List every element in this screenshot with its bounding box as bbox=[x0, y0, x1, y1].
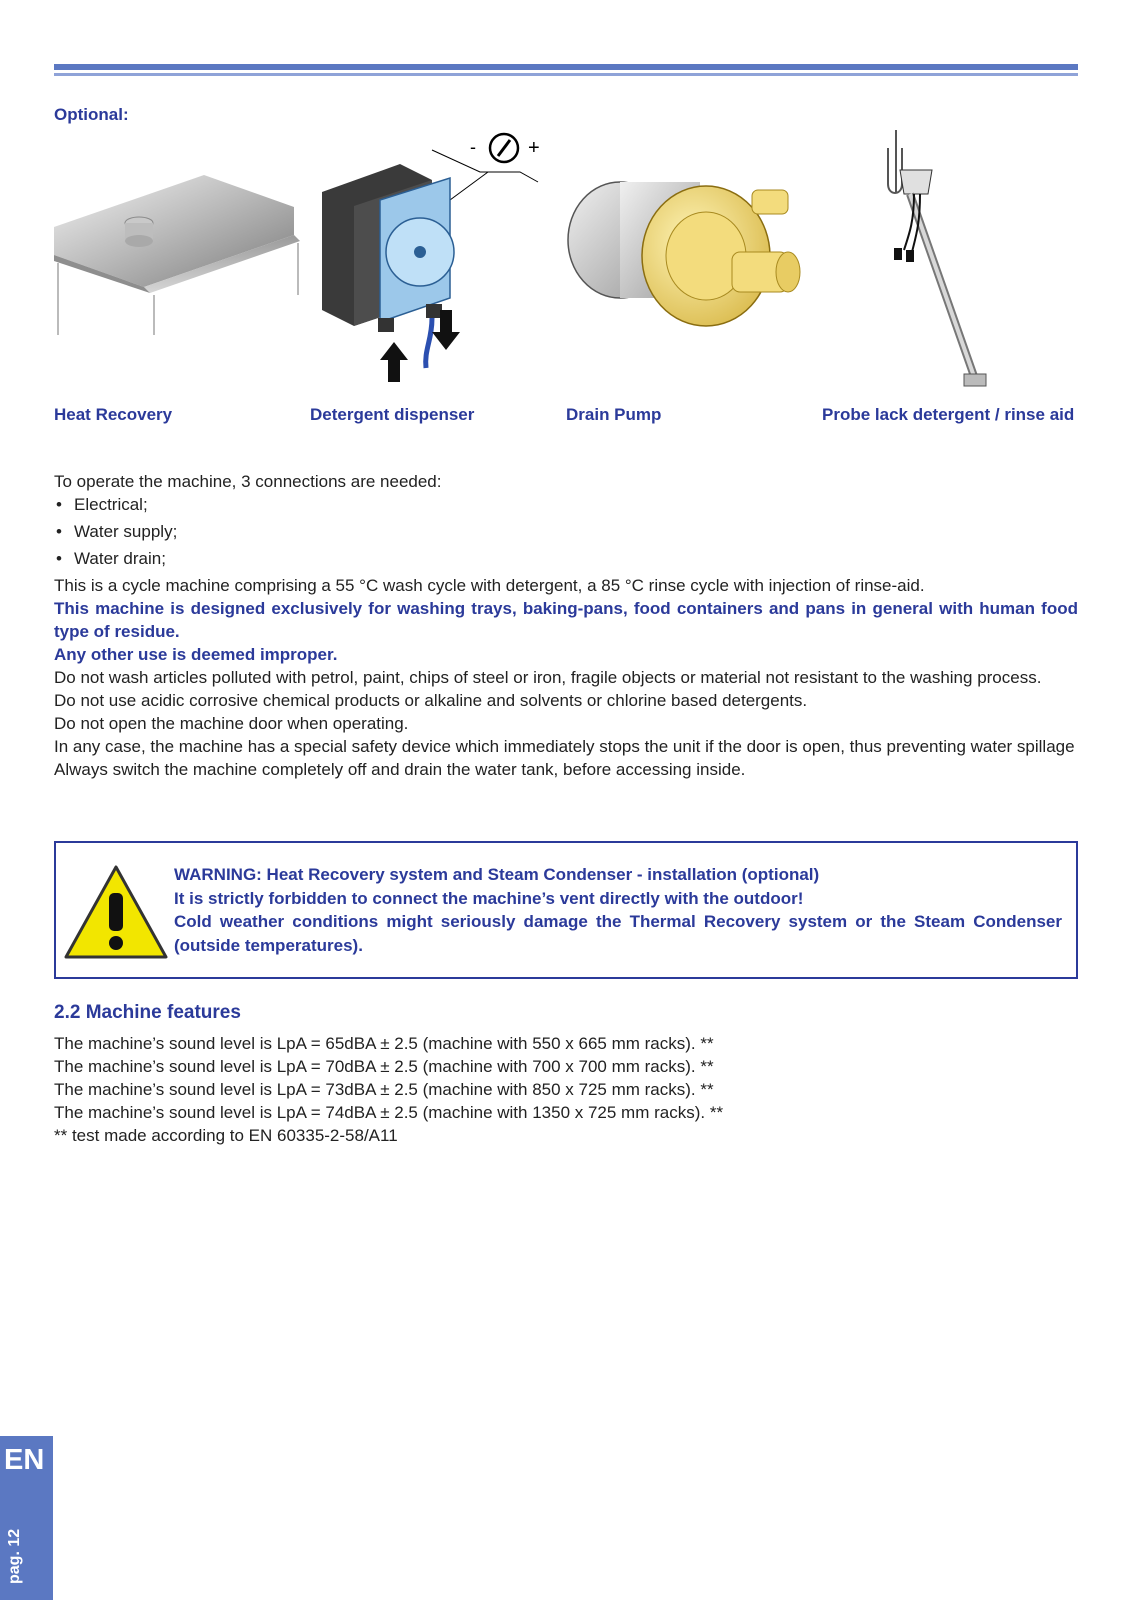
language-tab bbox=[0, 1436, 53, 1600]
warning-box bbox=[54, 841, 1078, 979]
do-not-acidic-text: Do not use acidic corrosive chemical products or alkaline and solvents or chlorine based detergents. bbox=[54, 691, 808, 710]
intro-text bbox=[54, 470, 1078, 781]
designed-text: This machine is designed exclusively for washing trays, baking-pans, food containers and pans in general with human food type of residue. bbox=[54, 599, 1078, 641]
improper-text: Any other use is deemed improper. bbox=[54, 645, 338, 664]
sound-line: The machine’s sound level is LpA = 65dBA ± 2.5 (machine with 550 x 665 mm racks). ** bbox=[54, 1034, 714, 1053]
optional-heading: Optional: bbox=[54, 105, 129, 124]
connections-text: To operate the machine, 3 connections are needed: bbox=[54, 472, 442, 491]
bullet-item: • Water supply; bbox=[56, 522, 178, 541]
warning-line-1: WARNING: Heat Recovery system and Steam Condenser - installation (optional) bbox=[174, 865, 820, 884]
always-switch-text: Always switch the machine completely off and drain the water tank, before accessing inside. bbox=[54, 760, 746, 779]
sound-line: The machine’s sound level is LpA = 74dBA ± 2.5 (machine with 1350 x 725 mm racks). ** bbox=[54, 1103, 724, 1122]
dial-minus-label: - bbox=[470, 137, 476, 157]
warning-triangle-icon bbox=[62, 863, 170, 963]
dial-plus-label: + bbox=[528, 137, 540, 159]
detergent-dispenser-illustration bbox=[320, 120, 560, 396]
header-rule bbox=[54, 64, 1078, 76]
caption-detergent-dispenser: Detergent dispenser bbox=[310, 405, 475, 424]
safety-device-text: In any case, the machine has a special safety device which immediately stops the unit if the door is open, thus preventing water spillage bbox=[54, 737, 1075, 756]
sound-line: The machine’s sound level is LpA = 70dBA ± 2.5 (machine with 700 x 700 mm racks). ** bbox=[54, 1057, 714, 1076]
caption-probe: Probe lack detergent / rinse aid bbox=[822, 405, 1075, 424]
do-not-open-text: Do not open the machine door when operating. bbox=[54, 714, 409, 733]
warning-line-2: It is strictly forbidden to connect the machine’s vent directly with the outdoor! bbox=[174, 888, 804, 908]
warning-text bbox=[174, 863, 1062, 957]
level-probe-illustration bbox=[880, 120, 1020, 392]
language-label: EN bbox=[4, 1444, 45, 1476]
cycle-text: This is a cycle machine comprising a 55 °C wash cycle with detergent, a 85 °C rinse cycle with injection of rinse-aid. bbox=[54, 576, 925, 595]
drain-pump-illustration bbox=[556, 170, 812, 342]
section-title: 2.2 Machine features bbox=[54, 1002, 241, 1023]
warning-line-3: Cold weather conditions might seriously damage the Thermal Recovery system or the Steam Condenser (outside temperatures). bbox=[174, 912, 1062, 955]
caption-heat-recovery: Heat Recovery bbox=[54, 405, 173, 424]
sound-line: The machine’s sound level is LpA = 73dBA ± 2.5 (machine with 850 x 725 mm racks). ** bbox=[54, 1080, 714, 1099]
footnote: ** test made according to EN 60335-2-58/A11 bbox=[54, 1126, 398, 1145]
bullet-item: • Water drain; bbox=[56, 549, 166, 568]
caption-drain-pump: Drain Pump bbox=[566, 405, 662, 424]
bullet-item: • Electrical; bbox=[56, 495, 148, 514]
page-number: pag. 12 bbox=[6, 1528, 23, 1584]
heat-recovery-hood-illustration bbox=[54, 175, 310, 335]
do-not-wash-text: Do not wash articles polluted with petrol, paint, chips of steel or iron, fragile objects or material not resistant to the washing process. bbox=[54, 668, 1042, 687]
sound-levels bbox=[54, 1032, 723, 1147]
